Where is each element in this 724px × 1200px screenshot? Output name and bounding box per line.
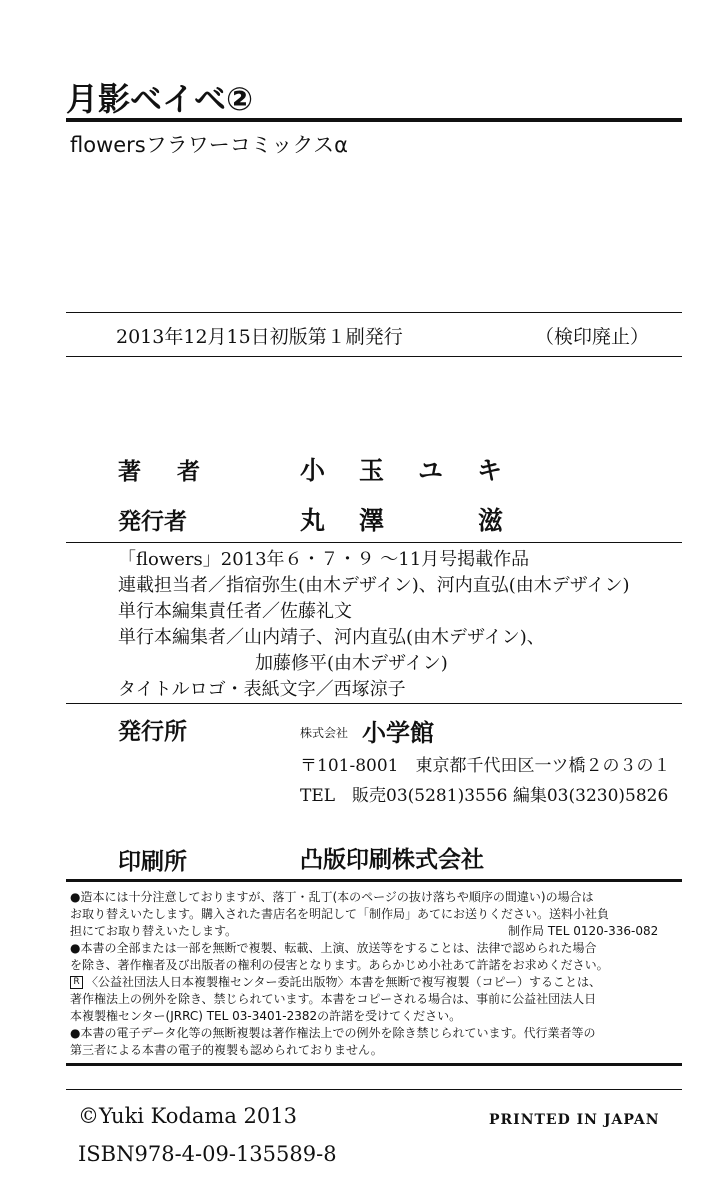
credit-line-book-editors-cont: 加藤修平(由木デザイン) [255, 653, 448, 674]
note-line-3-contact: 制作局 TEL 0120-336-082 [508, 924, 659, 938]
credit-line-editors: 連載担当者／指宿弥生(由木デザイン)、河内直弘(由木デザイン) [118, 575, 630, 596]
printer-label: 印刷所 [118, 849, 187, 875]
credit-line-serialization: 「flowers」2013年６・７・９ ～11月号掲載作品 [118, 549, 530, 570]
publisher-name: 小学館 [362, 719, 434, 747]
publisher-label: 発行所 [118, 719, 187, 745]
note-line-6: 〈公益社団法人日本複製権センター委託出版物〉本書を無断で複写複製（コピー）することは、 [86, 975, 602, 989]
credit-line-book-editors: 単行本編集者／山内靖子、河内直弘(由木デザイン)、 [118, 627, 545, 648]
registered-mark-icon: R [70, 976, 83, 989]
edition-top-rule [66, 312, 682, 313]
printer-name: 凸版印刷株式会社 [300, 847, 484, 873]
publisher-tel: TEL 販売03(5281)3556 編集03(3230)5826 [300, 786, 669, 806]
publisher-top-rule [66, 703, 682, 704]
publisher-address: 〒101-8001 東京都千代田区一ツ橋２の３の１ [300, 756, 671, 776]
notes-bottom-rule [66, 1063, 682, 1066]
note-line-9: ●本書の電子データ化等の無断複製は著作権法上での例外を除き禁じられています。代行業者等の [70, 1026, 596, 1040]
publisher-kind: 株式会社 [300, 726, 349, 740]
note-line-7: 著作権法上の例外を除き、禁じられています。本書をコピーされる場合は、事前に公益社団法人日 [70, 992, 597, 1006]
note-line-1: ●造本には十分注意しておりますが、落丁・乱丁(本のページの抜け落ちや順序の間違い)の場合は [70, 890, 594, 904]
credit-line-title-logo: タイトルロゴ・表紙文字／西塚涼子 [118, 679, 406, 700]
note-line-8: 本複製権センター(JRRC) TEL 03-3401-2382の許諾を受けてください。 [70, 1009, 462, 1023]
copyright: ©Yuki Kodama 2013 [78, 1104, 297, 1128]
publisher-person-label: 発行者 [118, 509, 187, 535]
author-label: 著 者 [118, 459, 215, 485]
publisher-person-name-given: 滋 [478, 506, 538, 535]
note-line-5: を除き、著作権者及び出版者の権利の侵害となります。あらかじめ小社あて許諾をお求めください。 [70, 958, 609, 972]
edition-date: 2013年12月15日初版第１刷発行 [116, 326, 403, 348]
book-title: 月影ベイベ② [66, 80, 254, 118]
note-line-2: お取り替えいたします。購入された書店名を明記して「制作局」あてにお送りください。送料小社負 [70, 907, 610, 921]
title-underline-rule [66, 118, 682, 122]
note-line-10: 第三者による本書の電子的複製も認められておりません。 [70, 1043, 383, 1057]
note-line-3: 担にてお取り替えいたします。 [70, 924, 238, 938]
credit-line-chief-editor: 単行本編集責任者／佐藤礼文 [118, 601, 352, 622]
notes-top-rule [66, 879, 682, 882]
seal-note: （検印廃止） [535, 326, 650, 348]
credits-top-rule [66, 542, 682, 543]
edition-bottom-rule [66, 356, 682, 357]
imprint-label: flowersフラワーコミックスα [70, 133, 348, 157]
footer-rule [66, 1089, 682, 1090]
isbn: ISBN978-4-09-135589-8 [78, 1142, 337, 1166]
printed-in-japan: PRINTED IN JAPAN [489, 1112, 660, 1128]
note-line-4: ●本書の全部または一部を無断で複製、転載、上演、放送等をすることは、法律で認められた場合 [70, 941, 597, 955]
author-name: 小玉ユキ [300, 456, 537, 485]
publisher-person-name: 丸澤 [300, 506, 419, 535]
